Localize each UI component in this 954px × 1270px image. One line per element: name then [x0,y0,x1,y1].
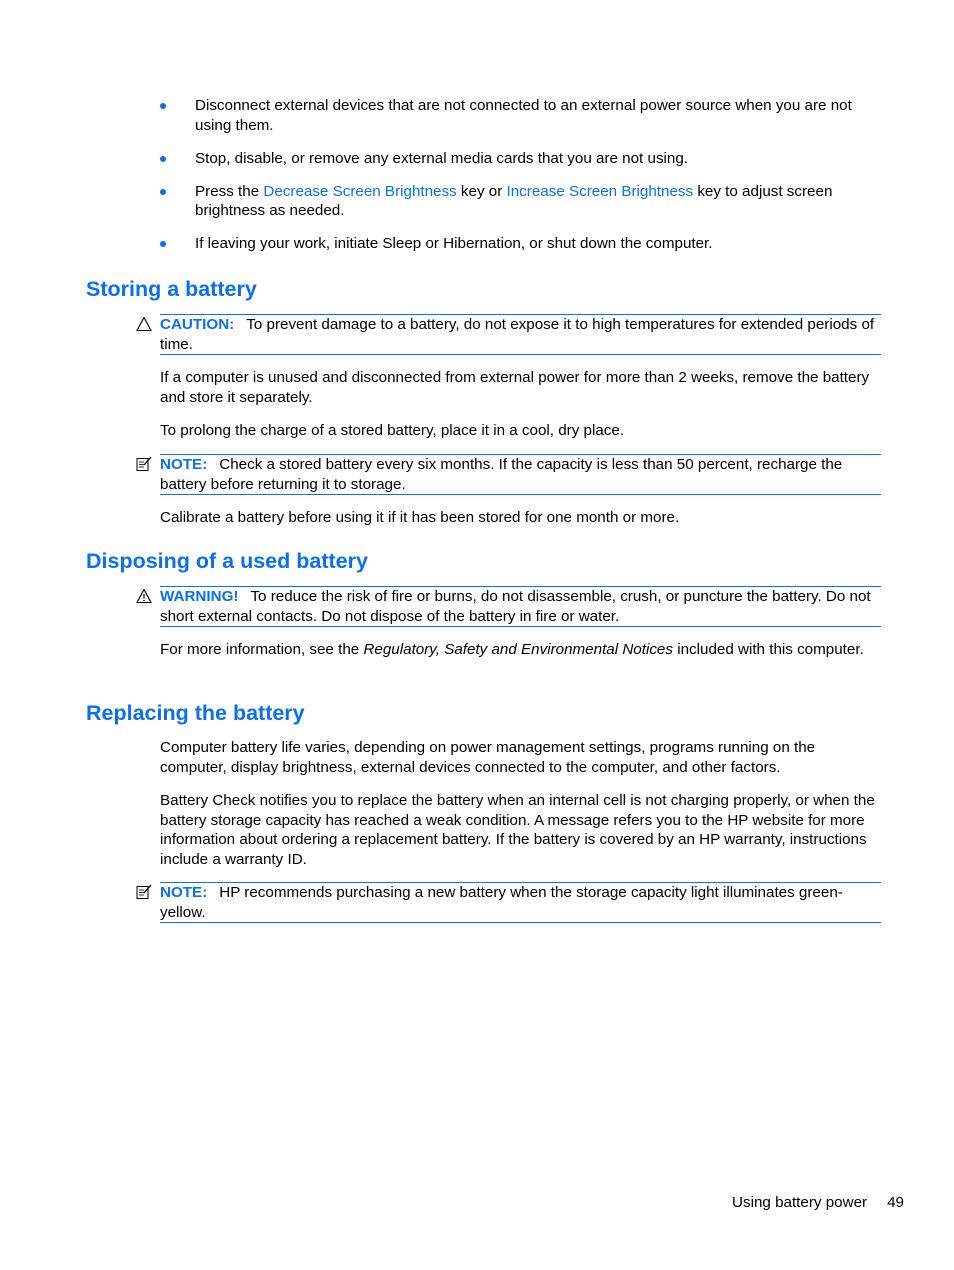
replacing-paragraph-2: Battery Check notifies you to replace the battery when an internal cell is not charging properly, or when the battery storage capacity has reached a weak condition. A message refers you to the HP website for more information about ordering a replacement battery. If the battery is covered by an HP warranty, instructions include a warranty ID. [160,792,875,868]
note-text: HP recommends purchasing a new battery when the storage capacity light illuminates green-yellow. [160,884,843,921]
footer-section-title: Using battery power [732,1194,868,1211]
note-text: Check a stored battery every six months. If the capacity is less than 50 percent, recharge the battery before returning it to storage. [160,456,843,493]
warning-notice [160,586,881,627]
bullet-text: key or [456,182,507,200]
caution-label: CAUTION: [160,316,235,333]
warning-label: WARNING! [160,588,239,605]
storing-note [160,454,881,495]
note-label: NOTE: [160,884,208,901]
bullet-text: If leaving your work, initiate Sleep or Hibernation, or shut down the computer. [195,235,713,252]
caution-notice [160,314,881,355]
note-icon [136,884,152,900]
storing-paragraph-3: Calibrate a battery before using it if it has been stored for one month or more. [160,509,680,526]
list-item [160,149,885,169]
notices-title: Regulatory, Safety and Environmental Notices [363,641,673,658]
bullet-text: Stop, disable, or remove any external media cards that you are not using. [195,149,689,167]
caution-text: To prevent damage to a battery, do not expose it to high temperatures for extended periods of time. [160,316,875,353]
decrease-brightness-key: Decrease Screen Brightness [263,182,457,200]
bullet-icon [160,189,166,195]
warning-text: To reduce the risk of fire or burns, do not disassemble, crush, or puncture the battery. Do not short external contacts. Do not dispose of the battery in fire or water. [160,588,871,625]
bullet-icon [160,103,166,109]
tips-list [160,96,885,267]
bullet-text: Disconnect external devices that are not connected to an external power source when you are not using them. [195,97,852,134]
paragraph-text: For more information, see the [160,641,364,658]
bullet-text: Press the [195,182,264,200]
increase-brightness-key: Increase Screen Brightness [506,182,694,200]
disposing-heading: Disposing of a used battery [86,549,368,573]
caution-icon [136,316,152,332]
bullet-text: key to adjust screen brightness as needed. [195,182,833,219]
replacing-heading: Replacing the battery [86,701,305,725]
paragraph-text: included with this computer. [672,641,864,658]
replacing-paragraph-1: Computer battery life varies, depending on power management settings, programs running on the computer, display brightness, external devices connected to the computer, and other factors. [160,739,816,776]
list-item [160,96,885,135]
list-item [160,234,885,254]
warning-icon [136,588,152,604]
replacing-note [160,882,881,923]
note-label: NOTE: [160,456,208,473]
storing-paragraph-1: If a computer is unused and disconnected from external power for more than 2 weeks, remove the battery and store it separately. [160,369,870,406]
storing-heading: Storing a battery [86,277,257,301]
bullet-icon [160,241,166,247]
disposing-paragraph [160,640,882,660]
page-footer [732,1193,904,1213]
note-icon [136,456,152,472]
bullet-icon [160,156,166,162]
page-number: 49 [887,1194,904,1211]
list-item [160,182,885,221]
storing-paragraph-2: To prolong the charge of a stored battery, place it in a cool, dry place. [160,422,625,439]
